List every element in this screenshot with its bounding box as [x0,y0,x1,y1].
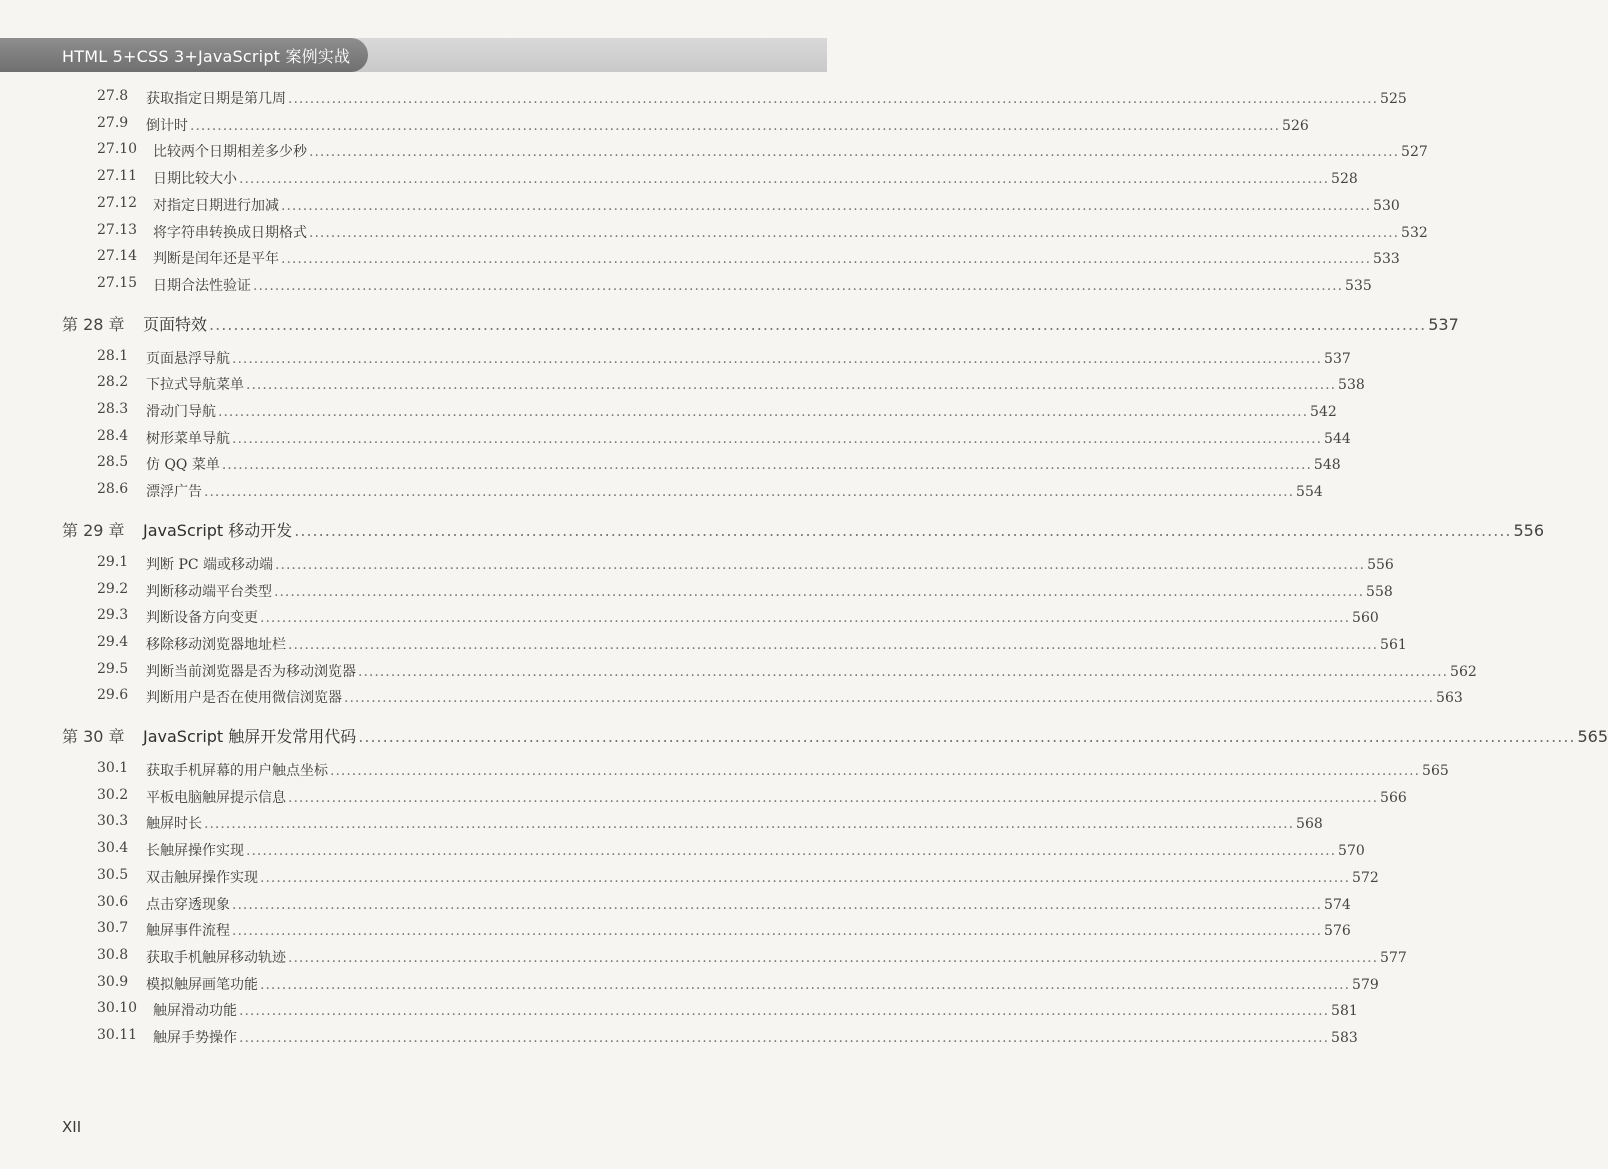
section-number: 30.1 [97,760,129,776]
toc-section-entry[interactable] [0,168,1358,194]
page-ref: 538 [1338,377,1365,394]
dot-leader: ........................................................................................................................................................................................................ [309,224,1400,241]
section-title: 下拉式导航菜单 [146,377,244,394]
page-ref: 565 [1577,727,1608,746]
page-ref: 542 [1310,404,1337,420]
dot-leader: ........................................................................................................................................................................................................ [221,457,1312,474]
dot-leader: ........................................................................................................................................................................................................ [232,350,1323,367]
dot-leader: ........................................................................................................................................................................................................ [281,197,1372,214]
toc-section-entry[interactable] [0,347,1351,374]
toc-section-entry[interactable] [0,920,1351,946]
page-ref: 562 [1450,663,1477,680]
page-ref: 527 [1401,144,1428,161]
chapter-number: 第 28 章 [62,314,125,334]
chapter-title: JavaScript 移动开发 [143,520,293,540]
page-ref: 565 [1422,763,1449,779]
dot-leader: ........................................................................................................................................................................................................ [239,171,1330,188]
section-title: 比较两个日期相差多少秒 [153,144,307,161]
toc-section-entry[interactable] [0,760,1449,786]
book-title: HTML 5+CSS 3+JavaScript 案例实战 [62,47,351,66]
toc-section-entry[interactable] [0,481,1323,507]
toc-section-entry[interactable] [0,687,1463,713]
section-number: 27.10 [97,141,138,158]
dot-leader: ........................................................................................................................................................................................................ [209,314,1427,334]
section-number: 28.6 [97,481,129,498]
dot-leader: ........................................................................................................................................................................................................ [288,91,1379,107]
page-ref: 532 [1401,224,1428,241]
dot-leader: ........................................................................................................................................................................................................ [246,843,1337,860]
toc-chapter-entry[interactable] [0,724,1608,750]
section-number: 27.12 [97,194,138,211]
dot-leader: ........................................................................................................................................................................................................ [344,690,1435,707]
page-ref: 579 [1352,976,1379,993]
toc-section-entry[interactable] [0,813,1323,839]
section-title: 获取指定日期是第几周 [146,91,286,107]
page-ref: 558 [1366,583,1393,600]
toc-section-entry[interactable] [0,114,1309,141]
section-number: 29.6 [97,687,129,704]
section-title: 日期比较大小 [153,171,237,188]
dot-leader: ........................................................................................................................................................................................................ [330,763,1421,779]
section-title: 长触屏操作实现 [146,843,244,860]
page-ref: 568 [1296,816,1323,833]
section-number: 29.5 [97,660,129,677]
chapter-title: JavaScript 触屏开发常用代码 [143,727,357,746]
toc-section-entry[interactable] [0,1027,1358,1053]
dot-leader: ........................................................................................................................................................................................................ [204,816,1295,833]
section-title: 判断移动端平台类型 [146,583,272,600]
section-number: 30.10 [97,1000,138,1017]
toc-section-entry[interactable] [0,374,1365,400]
section-title: 获取手机触屏移动轨迹 [146,949,286,966]
toc-section-entry[interactable] [0,1000,1358,1026]
page-ref: 554 [1296,484,1323,501]
page-ref: 577 [1380,949,1407,966]
section-number: 29.2 [97,580,129,597]
toc-section-entry[interactable] [0,660,1477,687]
chapter-number: 第 30 章 [62,727,125,746]
page-ref: 548 [1313,457,1341,474]
dot-leader: ........................................................................................................................................................................................................ [275,556,1366,573]
section-number: 27.14 [97,248,138,265]
chapter-title: 页面特效 [143,314,208,334]
page-ref: 560 [1352,610,1379,627]
section-title: 倒计时 [146,117,188,134]
dot-leader: ........................................................................................................................................................................................................ [288,636,1379,653]
section-number: 27.8 [97,88,129,104]
section-number: 30.7 [97,920,129,937]
dot-leader: ........................................................................................................................................................................................................ [260,869,1351,886]
toc-section-entry[interactable] [0,221,1428,248]
section-title: 将字符串转换成日期格式 [153,224,307,241]
section-number: 30.11 [97,1027,138,1043]
section-number: 28.2 [97,374,129,391]
page-ref: 570 [1338,843,1365,860]
section-title: 判断用户是否在使用微信浏览器 [146,690,342,707]
dot-leader: ........................................................................................................................................................................................................ [204,484,1295,501]
section-title: 日期合法性验证 [153,277,251,294]
toc-section-entry[interactable] [0,194,1400,221]
toc-section-entry[interactable] [0,401,1337,427]
section-title: 触屏时长 [146,816,202,833]
chapter-number: 第 29 章 [62,520,125,540]
section-number: 30.2 [97,786,129,803]
dot-leader: ........................................................................................................................................................................................................ [274,583,1365,600]
page-ref: 556 [1513,520,1545,540]
page-number: XII [62,1118,82,1136]
section-number: 28.5 [97,454,129,471]
section-number: 28.1 [97,347,129,364]
toc-section-entry[interactable] [0,946,1407,973]
section-title: 平板电脑触屏提示信息 [146,789,286,806]
dot-leader: ........................................................................................................................................................................................................ [288,789,1379,806]
page-ref: 563 [1436,690,1463,707]
dot-leader: ........................................................................................................................................................................................................ [281,251,1372,268]
dot-leader: ........................................................................................................................................................................................................ [288,949,1379,966]
section-title: 判断当前浏览器是否为移动浏览器 [146,663,356,680]
section-number: 29.1 [97,553,129,570]
dot-leader: ........................................................................................................................................................................................................ [232,896,1323,913]
dot-leader: ........................................................................................................................................................................................................ [246,377,1337,394]
toc-section-entry[interactable] [0,840,1365,866]
section-number: 27.13 [97,221,138,238]
section-number: 28.4 [97,427,129,444]
section-number: 30.4 [97,840,129,857]
section-title: 判断是闰年还是平年 [153,251,279,268]
dot-leader: ........................................................................................................................................................................................................ [309,144,1400,161]
section-number: 30.6 [97,893,129,910]
dot-leader: ........................................................................................................................................................................................................ [232,923,1323,940]
page-ref: 581 [1331,1003,1358,1020]
section-title: 树形菜单导航 [146,430,230,447]
toc-section-entry[interactable] [0,633,1407,660]
section-title: 双击触屏操作实现 [146,869,258,886]
page-ref: 537 [1324,350,1351,367]
dot-leader: ........................................................................................................................................................................................................ [294,520,1512,540]
dot-leader: ........................................................................................................................................................................................................ [358,663,1449,680]
dot-leader: ........................................................................................................................................................................................................ [358,727,1576,746]
dot-leader: ........................................................................................................................................................................................................ [218,404,1309,420]
section-title: 判断 PC 端或移动端 [146,556,274,573]
section-title: 触屏手势操作 [153,1030,237,1046]
toc-section-entry[interactable] [0,88,1407,114]
section-title: 对指定日期进行加减 [153,197,279,214]
page-ref: 572 [1352,869,1379,886]
section-title: 模拟触屏画笔功能 [146,976,258,993]
section-title: 页面悬浮导航 [146,350,230,367]
page-ref: 530 [1373,197,1400,214]
section-title: 触屏事件流程 [146,923,230,940]
dot-leader: ........................................................................................................................................................................................................ [190,117,1281,134]
page-ref: 525 [1380,91,1407,107]
page-ref: 537 [1428,314,1459,334]
toc-section-entry[interactable] [0,141,1428,167]
page-ref: 561 [1380,636,1407,653]
section-title: 仿 QQ 菜单 [146,457,220,474]
page-ref: 533 [1373,251,1400,268]
section-number: 27.11 [97,168,138,185]
section-number: 29.3 [97,607,129,624]
section-number: 28.3 [97,401,129,417]
section-title: 移除移动浏览器地址栏 [146,636,286,653]
section-title: 判断设备方向变更 [146,610,258,627]
page-ref: 556 [1367,556,1394,573]
section-number: 30.3 [97,813,129,830]
page-ref: 583 [1331,1030,1358,1046]
dot-leader: ........................................................................................................................................................................................................ [260,976,1351,993]
section-number: 30.5 [97,866,129,883]
dot-leader: ........................................................................................................................................................................................................ [239,1003,1330,1020]
page-ref: 544 [1324,430,1351,447]
page-ref: 528 [1331,171,1358,188]
toc-section-entry[interactable] [0,427,1351,454]
section-number: 29.4 [97,633,129,650]
page-ref: 576 [1324,923,1351,940]
toc-chapter-entry[interactable] [0,312,1459,338]
toc-section-entry[interactable] [0,973,1379,1000]
section-number: 27.15 [97,274,138,291]
toc-section-entry[interactable] [0,580,1393,607]
toc-section-entry[interactable] [0,274,1372,301]
dot-leader: ........................................................................................................................................................................................................ [253,277,1344,294]
section-number: 30.8 [97,946,129,963]
page-ref: 535 [1345,277,1372,294]
toc-section-entry[interactable] [0,248,1400,274]
section-title: 滑动门导航 [146,404,216,420]
toc-section-entry[interactable] [0,786,1407,813]
dot-leader: ........................................................................................................................................................................................................ [232,430,1323,447]
dot-leader: ........................................................................................................................................................................................................ [239,1030,1330,1046]
page-ref: 526 [1282,117,1309,134]
page-ref: 566 [1380,789,1407,806]
running-header [0,38,827,72]
toc-section-entry[interactable] [0,454,1341,480]
section-number: 30.9 [97,973,129,990]
section-title: 点击穿透现象 [146,896,230,913]
section-title: 获取手机屏幕的用户触点坐标 [146,763,328,779]
page-ref: 574 [1324,896,1351,913]
dot-leader: ........................................................................................................................................................................................................ [260,610,1351,627]
section-title: 漂浮广告 [146,484,202,501]
section-number: 27.9 [97,114,129,131]
toc-section-entry[interactable] [0,893,1351,920]
toc-chapter-entry[interactable] [0,518,1545,544]
toc-section-entry[interactable] [0,866,1379,893]
toc-section-entry[interactable] [0,607,1379,633]
toc-section-entry[interactable] [0,553,1394,580]
section-title: 触屏滑动功能 [153,1003,237,1020]
